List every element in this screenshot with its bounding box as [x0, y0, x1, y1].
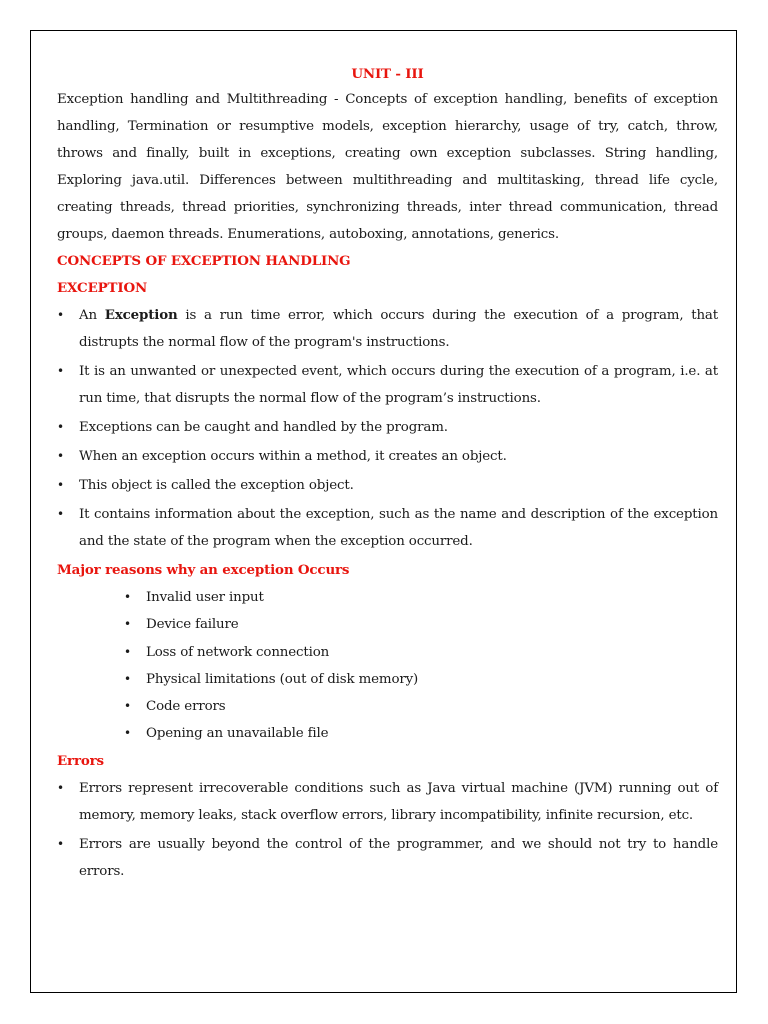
heading-concepts: CONCEPTS OF EXCEPTION HANDLING — [57, 253, 351, 269]
list-item — [124, 720, 718, 747]
list-item — [57, 501, 718, 555]
list-item — [124, 666, 718, 693]
list-item — [57, 358, 718, 412]
bullet-icon: • — [124, 671, 131, 686]
bullet-icon: • — [57, 836, 64, 851]
bullet-text: Exceptions can be caught and handled by the program. — [79, 420, 448, 435]
bullet-icon: • — [124, 590, 131, 604]
bullet-icon: • — [57, 507, 64, 521]
bullet-icon: • — [57, 308, 64, 322]
bullet-icon: • — [124, 644, 131, 659]
heading-exception: EXCEPTION — [57, 280, 148, 296]
exception-bullet-list — [57, 302, 718, 555]
list-item — [124, 611, 718, 638]
syllabus-intro: Exception handling and Multithreading - Concepts of exception handling, benefits of exception handling, Termination or resumptive models, exception hierarchy, usage of try, catch, throw, throws and finally, built in exceptions, creating own exception subclasses. String handling, Exploring java.util. Differences between multithreading and multitasking, thread life cycle, creating threads, thread priorities, synchronizing threads, inter thread communication, thread groups, daemon threads. Enumerations, autoboxing, annotations, generics. — [57, 92, 718, 242]
bullet-icon: • — [57, 364, 64, 378]
list-item — [57, 414, 718, 441]
bullet-icon: • — [57, 420, 64, 434]
list-item — [124, 584, 718, 611]
heading-reasons: Major reasons why an exception Occurs — [57, 562, 350, 578]
bullet-prefix: An — [79, 308, 105, 323]
unit-title: UNIT - III — [351, 66, 424, 82]
bullet-icon: • — [57, 478, 64, 492]
bullet-text: When an exception occurs within a method, it creates an object. — [79, 449, 507, 464]
list-item — [57, 443, 718, 470]
list-item — [57, 831, 718, 885]
bullet-icon: • — [124, 617, 131, 632]
bullet-text: Errors represent irrecoverable conditions such as Java virtual machine (JVM) running out of memory, memory leaks, stack overflow errors, library incompatibility, infinite recursion, etc. — [79, 780, 718, 823]
list-item — [124, 693, 718, 720]
reason-text: Physical limitations (out of disk memory) — [146, 671, 419, 687]
bullet-icon: • — [124, 726, 131, 741]
list-item — [124, 639, 718, 666]
reasons-list — [57, 584, 718, 748]
reason-text: Invalid user input — [146, 590, 264, 605]
bullet-text: Errors are usually beyond the control of the programmer, and we should not try to handle errors. — [79, 836, 718, 879]
bullet-text: It contains information about the exception, such as the name and description of the exception and the state of the program when the exception occurred. — [79, 507, 718, 549]
reason-text: Code errors — [146, 699, 226, 715]
list-item — [57, 472, 718, 499]
list-item — [57, 302, 718, 356]
bullet-icon: • — [57, 780, 64, 795]
exception-term: Exception — [104, 307, 178, 323]
reason-text: Device failure — [146, 617, 239, 633]
bullet-icon: • — [124, 699, 131, 714]
bullet-icon: • — [57, 449, 64, 463]
list-item — [57, 775, 718, 829]
reason-text: Opening an unavailable file — [146, 726, 329, 742]
bullet-text: It is an unwanted or unexpected event, which occurs during the execution of a program, i.e. at run time, that disrupts the normal flow of the program’s instructions. — [79, 364, 718, 406]
reason-text: Loss of network connection — [146, 644, 330, 660]
heading-errors: Errors — [57, 752, 104, 769]
document-body — [57, 62, 718, 887]
errors-bullet-list — [57, 775, 718, 885]
bullet-text: This object is called the exception object. — [79, 478, 354, 493]
bullet-text: is a run time error, which occurs during the execution of a program, that distrupts the normal flow of the program's instructions. — [79, 308, 718, 350]
